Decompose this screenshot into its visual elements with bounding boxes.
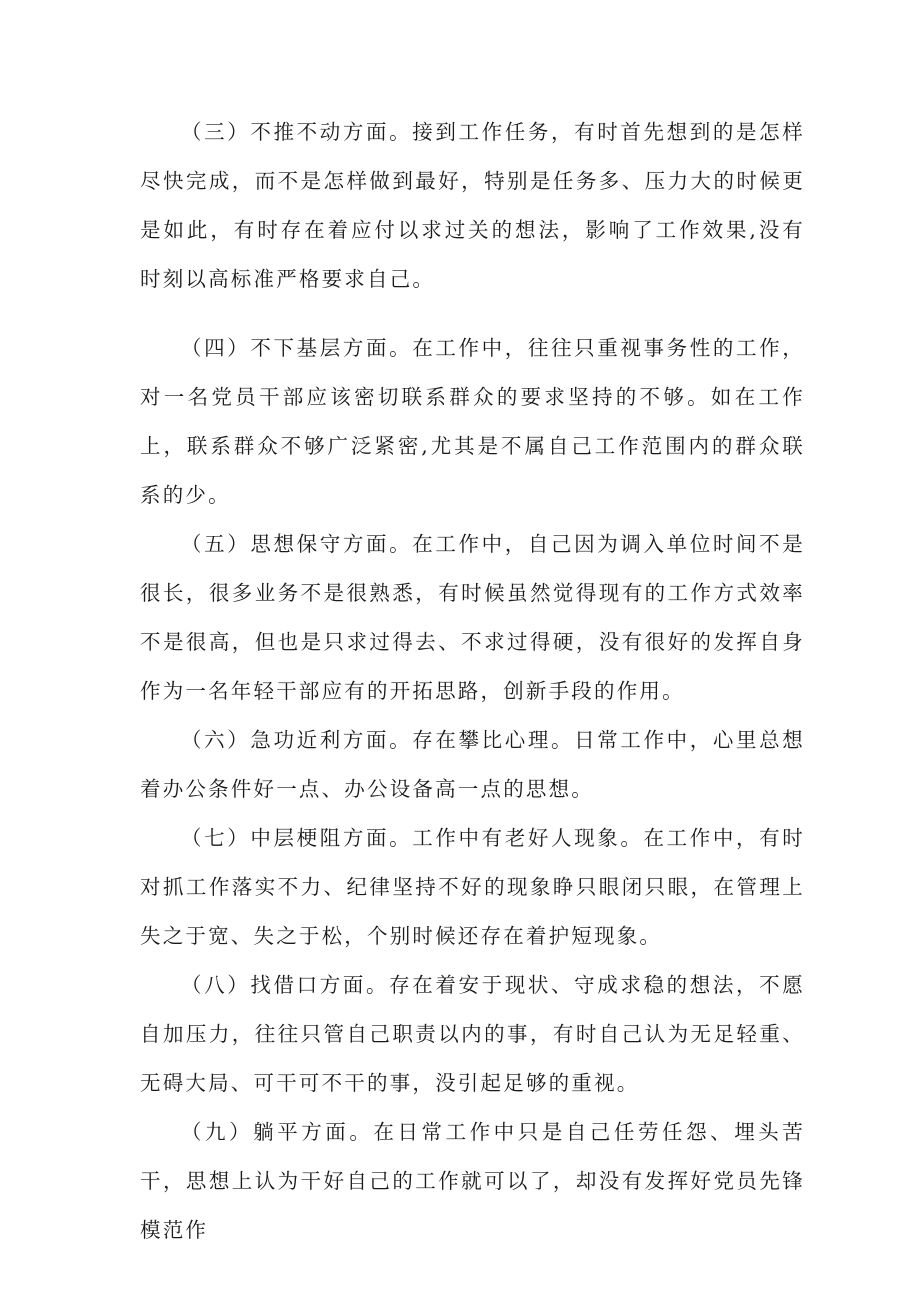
paragraph-group-first	[140, 108, 805, 304]
paragraph-san: （三）不推不动方面。接到工作任务，有时首先想到的是怎样尽快完成，而不是怎样做到最好，特别是任务多、压力大的时候更是如此，有时存在着应付以求过关的想法，影响了工作效果,没有时刻以高标准严格要求自己。	[140, 120, 805, 291]
paragraph-liu: （六）急功近利方面。存在攀比心理。日常工作中，心里总想着办公条件好一点、办公设备高一点的思想。	[140, 728, 805, 801]
paragraph-ba: （八）找借口方面。存在着安于现状、守成求稳的想法，不愿自加压力，往往只管自己职责以内的事，有时自己认为无足轻重、无碍大局、可干可不干的事，没引起足够的重视。	[140, 973, 805, 1095]
paragraph-group-second	[140, 324, 805, 1255]
paragraph-qi: （七）中层梗阻方面。工作中有老好人现象。在工作中，有时对抓工作落实不力、纪律坚持不好的现象睁只眼闭只眼，在管理上失之于宽、失之于松，个别时候还存在着护短现象。	[140, 826, 805, 948]
paragraph-si: （四）不下基层方面。在工作中，往往只重视事务性的工作，对一名党员干部应该密切联系群众的要求坚持的不够。如在工作上，联系群众不够广泛紧密,尤其是不属自己工作范围内的群众联系的少。	[140, 336, 805, 507]
paragraph-jiu: （九）躺平方面。在日常工作中只是自己任劳任怨、埋头苦干，思想上认为干好自己的工作就可以了，却没有发挥好党员先锋模范作	[140, 1120, 805, 1242]
paragraph-wu: （五）思想保守方面。在工作中，自己因为调入单位时间不是很长，很多业务不是很熟悉，有时候虽然觉得现有的工作方式效率不是很高，但也是只求过得去、不求过得硬，没有很好的发挥自身作为一名年轻干部应有的开拓思路，创新手段的作用。	[140, 532, 805, 703]
